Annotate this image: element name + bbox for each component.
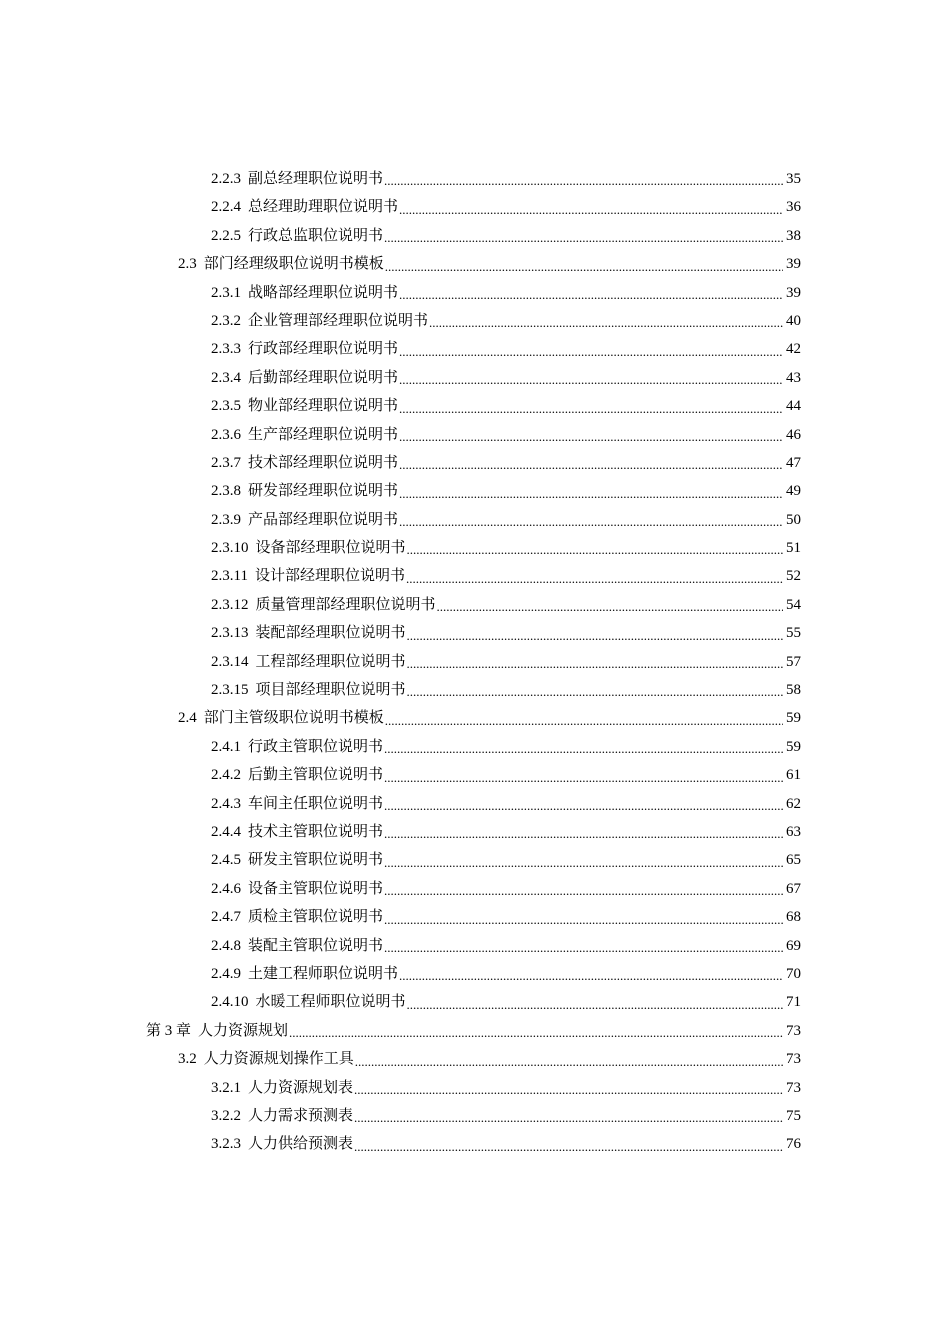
toc-entry-title: 人力资源规划 xyxy=(198,1022,289,1039)
toc-entry-title: 后勤主管职位说明书 xyxy=(248,767,384,784)
toc-entry-number: 2.4.8 xyxy=(211,937,241,954)
toc-row xyxy=(0,960,950,988)
toc-entry-page-number: 67 xyxy=(786,880,801,897)
toc-row xyxy=(0,875,950,903)
toc-row xyxy=(0,676,950,704)
toc-entry-link[interactable] xyxy=(211,1130,801,1158)
toc-entry-page-number: 43 xyxy=(786,369,801,386)
toc-row xyxy=(0,761,950,789)
toc-entry-title: 人力供给预测表 xyxy=(248,1136,354,1153)
toc-entry-link[interactable] xyxy=(211,421,801,449)
toc-dot-leader xyxy=(288,1017,783,1045)
toc-entry-number: 2.4.5 xyxy=(211,852,241,869)
toc-row xyxy=(0,1102,950,1130)
toc-entry-page-number: 69 xyxy=(786,937,801,954)
toc-dot-leader xyxy=(398,364,783,392)
toc-entry-link[interactable] xyxy=(178,250,801,278)
toc-entry-number: 2.3.9 xyxy=(211,511,241,528)
toc-entry-number: 2.3.12 xyxy=(211,596,249,613)
toc-entry-number: 2.3.14 xyxy=(211,653,249,670)
toc-entry-page-number: 75 xyxy=(786,1107,801,1124)
toc-entry-number: 2.2.5 xyxy=(211,227,241,244)
toc-dot-leader xyxy=(398,392,783,420)
toc-dot-leader xyxy=(398,421,783,449)
toc-row xyxy=(0,222,950,250)
toc-entry-page-number: 42 xyxy=(786,341,801,358)
toc-entry-number: 2.3.6 xyxy=(211,426,241,443)
toc-entry-title: 项目部经理职位说明书 xyxy=(255,682,406,699)
toc-entry-page-number: 59 xyxy=(786,738,801,755)
toc-entry-link[interactable] xyxy=(211,279,801,307)
toc-entry-number: 3.2.3 xyxy=(211,1136,241,1153)
toc-dot-leader xyxy=(406,676,783,704)
toc-entry-page-number: 47 xyxy=(786,454,801,471)
toc-entry-link[interactable] xyxy=(178,704,801,732)
toc-entry-link[interactable] xyxy=(178,1045,801,1073)
toc-entry-title: 副总经理职位说明书 xyxy=(248,171,384,187)
toc-entry-number: 3.2.2 xyxy=(211,1107,241,1124)
toc-entry-link[interactable] xyxy=(211,449,801,477)
toc-entry-link[interactable] xyxy=(211,364,801,392)
toc-entry-link[interactable] xyxy=(211,932,801,960)
toc-entry-title: 人力需求预测表 xyxy=(248,1107,354,1124)
toc-entry-title: 装配部经理职位说明书 xyxy=(255,625,406,642)
toc-row xyxy=(0,279,950,307)
toc-entry-title: 生产部经理职位说明书 xyxy=(248,426,399,443)
toc-row xyxy=(0,506,950,534)
toc-entry-number: 2.4.3 xyxy=(211,795,241,812)
toc-row xyxy=(0,903,950,931)
toc-entry-title: 部门主管级职位说明书模板 xyxy=(203,710,384,727)
toc-row xyxy=(0,818,950,846)
toc-entry-title: 装配主管职位说明书 xyxy=(248,937,384,954)
toc-row xyxy=(0,846,950,874)
toc-entry-title: 行政主管职位说明书 xyxy=(248,738,384,755)
toc-entry-title: 设计部经理职位说明书 xyxy=(254,568,405,585)
toc-dot-leader xyxy=(383,165,783,193)
toc-entry-number: 2.4.7 xyxy=(211,909,241,926)
toc-entry-title: 行政总监职位说明书 xyxy=(248,227,384,244)
toc-entry-page-number: 54 xyxy=(786,596,801,613)
toc-entry-link[interactable] xyxy=(211,875,801,903)
toc-dot-leader xyxy=(406,619,783,647)
toc-entry-page-number: 70 xyxy=(786,965,801,982)
toc-entry-number: 2.4.10 xyxy=(211,994,249,1011)
toc-row xyxy=(0,704,950,732)
toc-entry-title: 水暖工程师职位说明书 xyxy=(255,994,406,1011)
toc-entry-title: 总经理助理职位说明书 xyxy=(248,199,399,216)
toc-dot-leader xyxy=(398,449,783,477)
toc-row xyxy=(0,1130,950,1158)
toc-row xyxy=(0,988,950,1016)
toc-entry-link[interactable] xyxy=(211,506,801,534)
toc-entry-page-number: 50 xyxy=(786,511,801,528)
toc-entry-number: 2.3.3 xyxy=(211,341,241,358)
toc-entry-link[interactable] xyxy=(211,676,801,704)
toc-entry-link[interactable] xyxy=(211,619,801,647)
toc-dot-leader xyxy=(406,648,783,676)
toc-dot-leader xyxy=(398,335,783,363)
toc-entry-link[interactable] xyxy=(211,903,801,931)
toc-entry-link[interactable] xyxy=(211,733,801,761)
toc-entry-link[interactable] xyxy=(211,960,801,988)
toc-entry-link[interactable] xyxy=(211,818,801,846)
toc-entry-number: 2.2.4 xyxy=(211,199,241,216)
toc-row xyxy=(0,364,950,392)
toc-entry-title: 技术部经理职位说明书 xyxy=(248,454,399,471)
toc-row xyxy=(0,193,950,221)
toc-entry-title: 研发主管职位说明书 xyxy=(248,852,384,869)
toc-entry-title: 人力资源规划表 xyxy=(248,1079,354,1096)
toc-row xyxy=(0,648,950,676)
toc-row xyxy=(0,477,950,505)
toc-entry-link[interactable] xyxy=(211,165,801,193)
toc-entry-link[interactable] xyxy=(211,1074,801,1102)
toc-entry-link[interactable] xyxy=(211,534,801,562)
toc-entry-page-number: 73 xyxy=(786,1022,801,1039)
toc-row xyxy=(0,591,950,619)
toc-entry-page-number: 58 xyxy=(786,682,801,699)
toc-entry-title: 土建工程师职位说明书 xyxy=(248,965,399,982)
toc-entry-link[interactable] xyxy=(211,392,801,420)
toc-dot-leader xyxy=(353,1074,783,1102)
toc-dot-leader xyxy=(383,790,783,818)
toc-row xyxy=(0,534,950,562)
toc-row xyxy=(0,449,950,477)
toc-dot-leader xyxy=(398,960,783,988)
toc-entry-number: 2.3.8 xyxy=(211,483,241,500)
toc-entry-number: 2.4.9 xyxy=(211,965,241,982)
toc-entry-number: 2.4.1 xyxy=(211,738,241,755)
toc-entry-page-number: 40 xyxy=(786,312,801,329)
toc-row xyxy=(0,421,950,449)
table-of-contents xyxy=(0,165,950,1159)
toc-entry-page-number: 73 xyxy=(786,1079,801,1096)
toc-entry-page-number: 39 xyxy=(786,284,801,301)
toc-entry-title: 质检主管职位说明书 xyxy=(248,909,384,926)
toc-row xyxy=(0,1074,950,1102)
toc-entry-number: 2.4.2 xyxy=(211,767,241,784)
toc-entry-title: 部门经理级职位说明书模板 xyxy=(203,256,384,273)
toc-entry-page-number: 65 xyxy=(786,852,801,869)
toc-dot-leader xyxy=(383,846,783,874)
toc-entry-link[interactable] xyxy=(211,222,801,250)
toc-entry-link[interactable] xyxy=(211,335,801,363)
toc-dot-leader xyxy=(406,988,783,1016)
toc-row xyxy=(0,619,950,647)
toc-row xyxy=(0,307,950,335)
toc-entry-title: 物业部经理职位说明书 xyxy=(248,398,399,415)
toc-dot-leader xyxy=(428,307,783,335)
toc-entry-page-number: 52 xyxy=(786,568,801,585)
toc-entry-number: 2.3.13 xyxy=(211,625,249,642)
toc-dot-leader xyxy=(436,591,783,619)
toc-entry-title: 技术主管职位说明书 xyxy=(248,823,384,840)
toc-entry-number: 2.3.11 xyxy=(211,568,248,585)
toc-entry-link[interactable] xyxy=(211,193,801,221)
toc-entry-number: 2.3.10 xyxy=(211,540,249,557)
toc-entry-link[interactable] xyxy=(211,988,801,1016)
toc-dot-leader xyxy=(383,733,783,761)
toc-dot-leader xyxy=(384,250,783,278)
toc-entry-title: 工程部经理职位说明书 xyxy=(255,653,406,670)
toc-row xyxy=(0,335,950,363)
toc-entry-page-number: 61 xyxy=(786,767,801,784)
toc-entry-page-number: 71 xyxy=(786,994,801,1011)
toc-entry-link[interactable] xyxy=(211,761,801,789)
toc-entry-link[interactable] xyxy=(211,846,801,874)
toc-entry-title: 人力资源规划操作工具 xyxy=(203,1051,354,1068)
toc-row xyxy=(0,250,950,278)
toc-entry-link[interactable] xyxy=(211,591,801,619)
toc-entry-page-number: 76 xyxy=(786,1136,801,1153)
toc-entry-page-number: 46 xyxy=(786,426,801,443)
toc-entry-page-number: 36 xyxy=(786,199,801,216)
toc-row xyxy=(0,165,950,193)
toc-entry-link[interactable] xyxy=(211,477,801,505)
toc-dot-leader xyxy=(383,875,783,903)
toc-entry-link[interactable] xyxy=(211,790,801,818)
toc-row xyxy=(0,562,950,590)
toc-entry-title: 质量管理部经理职位说明书 xyxy=(255,596,436,613)
toc-row xyxy=(0,733,950,761)
toc-row xyxy=(0,790,950,818)
toc-entry-page-number: 51 xyxy=(786,540,801,557)
toc-entry-page-number: 73 xyxy=(786,1051,801,1068)
toc-dot-leader xyxy=(353,1102,783,1130)
toc-entry-page-number: 55 xyxy=(786,625,801,642)
toc-entry-page-number: 62 xyxy=(786,795,801,812)
toc-entry-link[interactable] xyxy=(211,562,801,590)
toc-entry-link[interactable] xyxy=(146,1017,801,1045)
toc-entry-title: 后勤部经理职位说明书 xyxy=(248,369,399,386)
toc-entry-number: 3.2 xyxy=(178,1051,197,1068)
toc-entry-number: 2.3.4 xyxy=(211,369,241,386)
toc-entry-title: 战略部经理职位说明书 xyxy=(248,284,399,301)
toc-entry-number: 3.2.1 xyxy=(211,1079,241,1096)
toc-entry-title: 设备部经理职位说明书 xyxy=(255,540,406,557)
toc-entry-title: 设备主管职位说明书 xyxy=(248,880,384,897)
toc-row xyxy=(0,1045,950,1073)
toc-entry-page-number: 38 xyxy=(786,227,801,244)
toc-entry-link[interactable] xyxy=(211,1102,801,1130)
toc-entry-number: 2.4.6 xyxy=(211,880,241,897)
toc-entry-title: 行政部经理职位说明书 xyxy=(248,341,399,358)
toc-entry-page-number: 44 xyxy=(786,398,801,415)
toc-entry-number: 2.3.7 xyxy=(211,454,241,471)
toc-dot-leader xyxy=(383,903,783,931)
toc-entry-page-number: 68 xyxy=(786,909,801,926)
toc-entry-title: 企业管理部经理职位说明书 xyxy=(248,312,429,329)
toc-entry-page-number: 63 xyxy=(786,823,801,840)
toc-dot-leader xyxy=(354,1045,783,1073)
toc-dot-leader xyxy=(398,193,783,221)
toc-entry-link[interactable] xyxy=(211,307,801,335)
toc-row xyxy=(0,392,950,420)
toc-dot-leader xyxy=(398,279,783,307)
toc-entry-number: 2.3 xyxy=(178,256,197,273)
toc-dot-leader xyxy=(383,818,783,846)
toc-dot-leader xyxy=(383,932,783,960)
toc-dot-leader xyxy=(406,534,783,562)
toc-entry-title: 车间主任职位说明书 xyxy=(248,795,384,812)
toc-entry-page-number: 59 xyxy=(786,710,801,727)
toc-entry-number: 2.3.1 xyxy=(211,284,241,301)
toc-dot-leader xyxy=(383,222,783,250)
toc-entry-number: 2.2.3 xyxy=(211,171,241,187)
toc-dot-leader xyxy=(398,477,783,505)
toc-row xyxy=(0,932,950,960)
toc-dot-leader xyxy=(353,1130,783,1158)
toc-entry-number: 2.4.4 xyxy=(211,823,241,840)
toc-entry-number: 2.3.15 xyxy=(211,682,249,699)
toc-entry-number: 第 3 章 xyxy=(146,1022,192,1039)
toc-entry-link[interactable] xyxy=(211,648,801,676)
toc-entry-title: 研发部经理职位说明书 xyxy=(248,483,399,500)
toc-entry-number: 2.3.2 xyxy=(211,312,241,329)
toc-entry-page-number: 49 xyxy=(786,483,801,500)
toc-entry-number: 2.4 xyxy=(178,710,197,727)
toc-dot-leader xyxy=(398,506,783,534)
toc-dot-leader xyxy=(383,761,783,789)
toc-dot-leader xyxy=(384,704,783,732)
toc-entry-number: 2.3.5 xyxy=(211,398,241,415)
toc-entry-title: 产品部经理职位说明书 xyxy=(248,511,399,528)
toc-dot-leader xyxy=(405,562,783,590)
toc-entry-page-number: 39 xyxy=(786,256,801,273)
toc-entry-page-number: 57 xyxy=(786,653,801,670)
toc-row xyxy=(0,1017,950,1045)
toc-entry-page-number: 35 xyxy=(786,171,801,187)
